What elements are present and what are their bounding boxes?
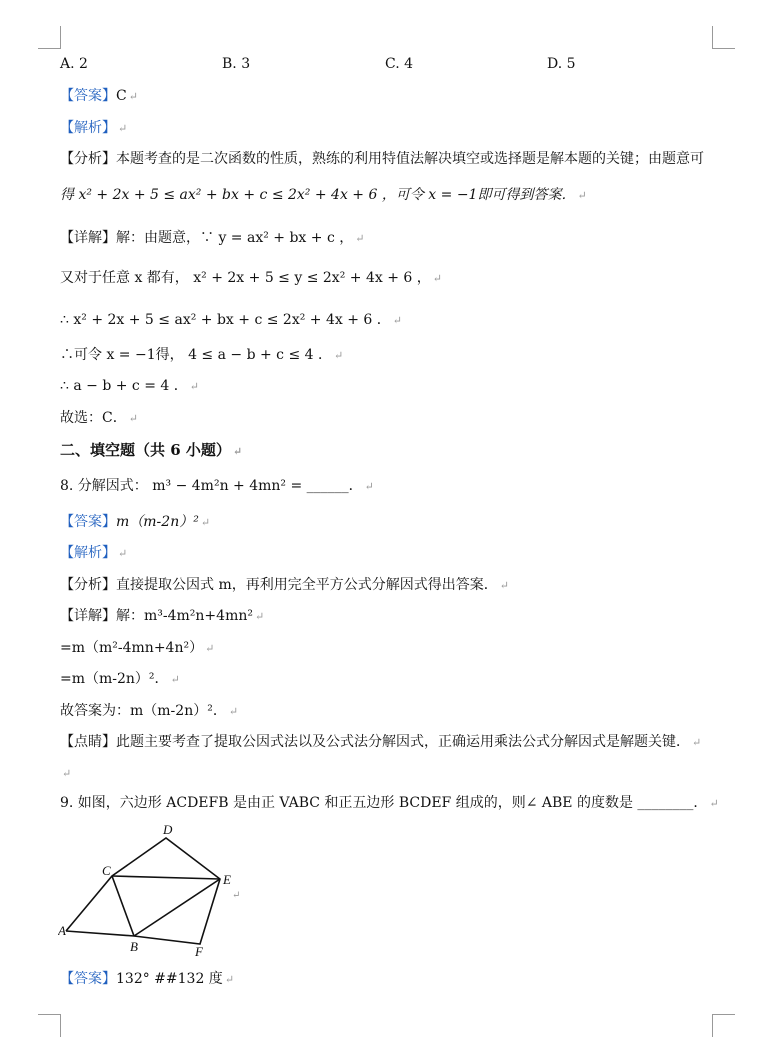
return-mark: ↵ <box>228 705 239 718</box>
q8-analysis-line <box>60 543 127 564</box>
return-mark: ↵ <box>200 516 211 529</box>
option-c: C. 4 <box>385 56 414 72</box>
return-mark: ↵ <box>432 272 442 285</box>
return-mark: ↵ <box>232 890 241 901</box>
return-mark: ↵ <box>62 767 72 780</box>
crop-mark-bottom-right <box>712 1014 735 1037</box>
q7-fenxi-text-2: 得 x² + 2x + 5 ≤ ax² + bx + c ≤ 2x² + 4x + 6 ，可令 x = −1即可得到答案． <box>60 187 576 203</box>
return-mark: ↵ <box>392 314 402 327</box>
return-mark: ↵ <box>692 736 702 749</box>
q7-detail-3: ∴ x² + 2x + 5 ≤ ax² + bx + c ≤ 2x² + 4x + 6 ． <box>60 312 391 328</box>
option-b: B. 3 <box>222 56 251 72</box>
segment-ce <box>112 876 220 879</box>
q8-detail-line-3 <box>60 669 180 690</box>
return-mark: ↵ <box>499 579 509 592</box>
q9-answer: 132° ##132 度 <box>116 971 223 987</box>
return-mark: ↵ <box>334 349 344 362</box>
answer-tag: 【答案】 <box>60 88 116 104</box>
option-d: D. 5 <box>547 56 576 72</box>
q7-detail-line-4 <box>60 345 343 366</box>
answer-tag: 【答案】 <box>60 514 116 530</box>
crop-mark-top-left <box>38 26 61 49</box>
return-mark: ↵ <box>577 189 587 202</box>
q7-detail-1: 解：由题意，∵ y = ax² + bx + c ， <box>116 230 354 246</box>
return-mark: ↵ <box>205 642 215 655</box>
q7-detail-4: ∴可令 x = −1得， 4 ≤ a − b + c ≤ 4 ． <box>60 347 333 363</box>
fenxi-tag: 【分析】 <box>60 151 116 167</box>
q7-fenxi-line-2 <box>60 185 587 206</box>
label-a: A <box>58 923 66 938</box>
label-c: C <box>102 863 111 878</box>
label-e: E <box>223 872 231 887</box>
return-mark: ↵ <box>224 973 235 986</box>
q9-question-line <box>60 793 719 814</box>
q7-fenxi-text-1: 本题考查的是二次函数的性质，熟练的利用特值法解决填空或选择题是解本题的关键；由题意可 <box>116 151 704 167</box>
crop-mark-top-right <box>712 26 735 49</box>
return-mark: ↵ <box>364 480 374 493</box>
q8-dianjing: 此题主要考查了提取公因式法以及公式法分解因式，正确运用乘法公式分解因式是解题关键． <box>116 734 690 750</box>
q8-conclusion-line <box>60 701 238 722</box>
fenxi-tag: 【分析】 <box>60 577 116 593</box>
option-a: A. 2 <box>60 56 88 72</box>
section-title <box>60 440 242 462</box>
return-mark: ↵ <box>254 610 265 623</box>
q7-conclusion: 故选：C． <box>60 410 127 426</box>
return-mark: ↵ <box>189 380 199 393</box>
crop-mark-bottom-left <box>38 1014 61 1037</box>
return-mark: ↵ <box>118 122 128 135</box>
detail-tag: 【详解】 <box>60 608 116 624</box>
q9-question: 9. 如图，六边形 ACDEFB 是由正 VABC 和正五边形 BCDEF 组成的，则∠ ABE 的度数是 ________． <box>60 795 708 811</box>
answer-tag: 【答案】 <box>60 971 116 987</box>
q8-detail-2: =m（m²-4mn+4n²） <box>60 640 204 656</box>
return-mark: ↵ <box>232 445 243 458</box>
q8-detail-line-2 <box>60 638 214 659</box>
hexagon-figure <box>58 820 258 960</box>
dianjing-tag: 【点睛】 <box>60 734 116 750</box>
q7-detail-line-3 <box>60 310 402 331</box>
q9-answer-line <box>60 969 234 990</box>
return-mark: ↵ <box>355 232 365 245</box>
detail-tag: 【详解】 <box>60 230 116 246</box>
figure-outline <box>66 838 220 944</box>
segment-cb <box>112 876 134 936</box>
q7-detail-line-5 <box>60 376 199 397</box>
label-b: B <box>130 939 138 954</box>
q7-detail-5: ∴ a − b + c = 4 ． <box>60 378 188 394</box>
q8-question: 8. 分解因式： m³ − 4m²n + 4mn² = ______． <box>60 478 363 494</box>
q7-answer: C <box>116 88 127 104</box>
label-d: D <box>163 822 173 837</box>
q8-question-line <box>60 476 374 497</box>
q7-detail-2: 又对于任意 x 都有， x² + 2x + 5 ≤ y ≤ 2x² + 4x + 6 ， <box>60 270 431 286</box>
return-mark: ↵ <box>128 90 138 103</box>
q8-detail-line-1 <box>60 606 264 627</box>
q7-conclusion-line <box>60 408 138 429</box>
segment-be <box>134 879 220 936</box>
q8-fenxi-line <box>60 575 509 596</box>
label-f: F <box>195 944 203 959</box>
return-mark: ↵ <box>118 547 128 560</box>
return-mark: ↵ <box>128 412 138 425</box>
section-title-text: 二、填空题（共 6 小题） <box>60 441 231 459</box>
analysis-tag: 【解析】 <box>60 545 116 561</box>
return-mark: ↵ <box>170 673 180 686</box>
q7-detail-line-2 <box>60 268 442 289</box>
analysis-tag: 【解析】 <box>60 120 116 136</box>
q7-detail-line-1 <box>60 228 364 249</box>
return-mark: ↵ <box>709 797 719 810</box>
q8-detail-1: 解：m³-4m²n+4mn² <box>116 608 253 624</box>
q7-answer-line <box>60 86 138 107</box>
empty-line <box>60 763 71 784</box>
q8-answer-line <box>60 512 210 533</box>
q7-fenxi-line-1 <box>60 149 704 169</box>
q8-answer: m（m-2n）² <box>116 514 199 530</box>
q8-fenxi: 直接提取公因式 m，再利用完全平方公式分解因式得出答案． <box>116 577 498 593</box>
q8-dianjing-line <box>60 732 701 753</box>
q8-detail-3: =m（m-2n）²． <box>60 671 169 687</box>
q8-conclusion: 故答案为：m（m-2n）²． <box>60 703 227 719</box>
q7-analysis-line <box>60 118 127 139</box>
